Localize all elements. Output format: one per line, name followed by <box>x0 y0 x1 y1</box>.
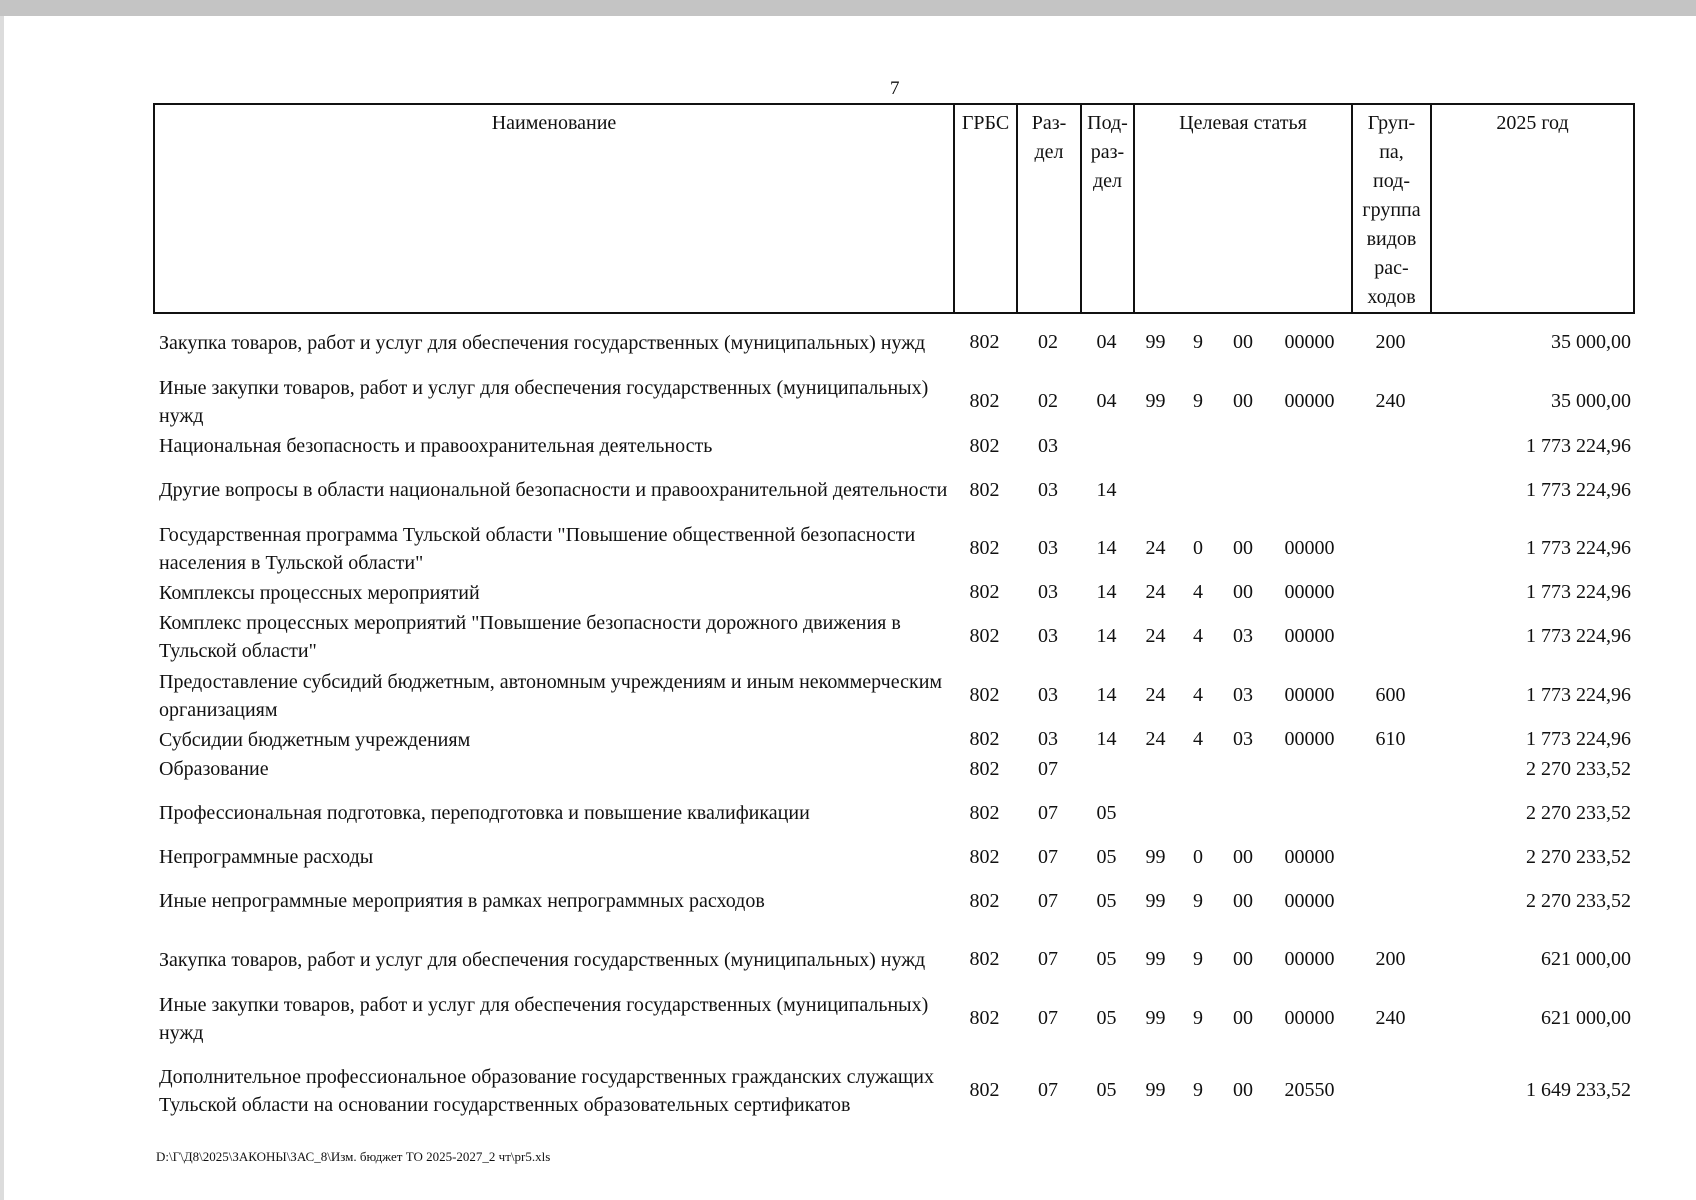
cell-cs3: 00 <box>1233 331 1253 353</box>
cell-name: Иные непрограммные мероприятия в рамках непрограммных расходов <box>159 890 765 912</box>
table-row <box>153 431 1633 461</box>
table-row <box>153 872 1633 930</box>
cell-amount: 2 270 233,52 <box>1526 845 1631 868</box>
cell-cs3 <box>1218 784 1268 842</box>
cell-name: Комплексы процессных мероприятий <box>159 581 480 604</box>
cell-amount: 2 270 233,52 <box>1526 889 1631 912</box>
cell-cs1: 24 <box>1145 625 1166 647</box>
cell-cs1 <box>1133 754 1178 784</box>
cell-grbs: 802 <box>969 390 1000 412</box>
table-row <box>153 607 1633 666</box>
cell-cs4 <box>1268 461 1351 519</box>
cell-prz: 04 <box>1096 331 1117 353</box>
cell-name: Субсидии бюджетным учреждениям <box>159 728 471 751</box>
cell-cs2: 4 <box>1193 625 1203 647</box>
cell-prz: 04 <box>1096 390 1117 412</box>
cell-cs2: 9 <box>1193 1079 1203 1101</box>
cell-cs3: 00 <box>1233 1007 1253 1029</box>
cell-name: Дополнительное профессиональное образование государственных гражданских служащих Тульской области на основании государственных образовательных сертификатов <box>159 1065 934 1116</box>
cell-grbs: 802 <box>969 331 1000 353</box>
scan-left-shade <box>0 16 4 1200</box>
cell-grbs: 802 <box>969 948 1000 970</box>
cell-vr <box>1351 578 1430 607</box>
cell-cs4: 20550 <box>1284 1079 1335 1101</box>
cell-rz: 07 <box>1038 801 1058 824</box>
cell-cs4 <box>1268 431 1351 461</box>
cell-name: Непрограммные расходы <box>159 846 374 868</box>
cell-rz: 03 <box>1038 478 1058 501</box>
cell-rz: 03 <box>1038 684 1058 706</box>
cell-rz: 07 <box>1038 1079 1058 1101</box>
cell-name: Закупка товаров, работ и услуг для обеспечения государственных (муниципальных) нужд <box>159 331 926 354</box>
cell-vr: 240 <box>1375 390 1406 412</box>
cell-prz: 14 <box>1096 684 1117 706</box>
cell-cs3 <box>1218 461 1268 519</box>
cell-amount: 2 270 233,52 <box>1526 757 1631 780</box>
cell-prz: 14 <box>1096 537 1117 559</box>
cell-cs4: 00000 <box>1284 728 1335 750</box>
file-path-footer: D:\Г\Д8\2025\ЗАКОНЫ\ЗАС_8\Изм. бюджет ТО 2025-2027_2 чт\pr5.xls <box>156 1149 551 1164</box>
cell-rz: 03 <box>1038 537 1058 559</box>
cell-rz: 03 <box>1038 434 1058 457</box>
cell-cs2: 9 <box>1193 331 1203 353</box>
table-row <box>153 666 1633 725</box>
cell-grbs: 802 <box>969 684 1000 706</box>
cell-vr: 600 <box>1375 684 1406 706</box>
cell-cs3: 00 <box>1233 581 1253 603</box>
cell-amount: 35 000,00 <box>1551 331 1631 353</box>
cell-vr <box>1351 431 1430 461</box>
cell-name: Комплекс процессных мероприятий "Повышение безопасности дорожного движения в Тульской области" <box>159 611 901 662</box>
cell-amount: 1 773 224,96 <box>1526 581 1631 603</box>
header-target: Целевая статья <box>1134 104 1352 313</box>
cell-vr: 240 <box>1375 1007 1406 1029</box>
cell-grbs: 802 <box>969 537 1000 559</box>
cell-name: Иные закупки товаров, работ и услуг для обеспечения государственных (муниципальных) нужд <box>159 993 929 1044</box>
cell-grbs: 802 <box>969 757 1000 780</box>
cell-cs2: 4 <box>1193 581 1203 603</box>
cell-name: Образование <box>159 758 269 780</box>
cell-cs3: 00 <box>1233 889 1253 912</box>
cell-amount: 35 000,00 <box>1551 390 1631 412</box>
cell-cs1 <box>1133 461 1178 519</box>
cell-cs4: 00000 <box>1284 537 1335 559</box>
cell-grbs: 802 <box>969 1079 1000 1101</box>
cell-name: Другие вопросы в области национальной безопасности и правоохранительной деятельности <box>159 479 948 501</box>
table-row <box>153 461 1633 519</box>
cell-cs2: 4 <box>1193 684 1203 706</box>
table-row <box>153 313 1633 372</box>
cell-grbs: 802 <box>969 728 1000 750</box>
cell-cs1: 99 <box>1145 948 1166 970</box>
cell-amount: 1 773 224,96 <box>1526 478 1631 501</box>
cell-cs2 <box>1178 431 1218 461</box>
header-year: 2025 год <box>1431 104 1634 313</box>
cell-cs4: 00000 <box>1284 390 1335 412</box>
cell-cs3 <box>1218 431 1268 461</box>
cell-cs1 <box>1133 784 1178 842</box>
cell-vr <box>1351 872 1430 930</box>
cell-cs3: 00 <box>1233 845 1253 868</box>
cell-cs2: 0 <box>1193 845 1203 868</box>
cell-cs3: 00 <box>1233 948 1253 970</box>
cell-cs1: 99 <box>1145 889 1166 912</box>
cell-amount: 1 773 224,96 <box>1526 537 1631 559</box>
cell-vr <box>1351 461 1430 519</box>
header-name: Наименование <box>154 104 954 313</box>
cell-rz: 03 <box>1038 625 1058 647</box>
cell-cs2: 9 <box>1193 889 1203 912</box>
cell-grbs: 802 <box>969 801 1000 824</box>
cell-amount: 1 773 224,96 <box>1526 625 1631 647</box>
cell-cs3 <box>1218 754 1268 784</box>
cell-amount: 621 000,00 <box>1541 948 1631 970</box>
cell-prz: 05 <box>1096 1007 1117 1029</box>
cell-cs1: 99 <box>1145 390 1166 412</box>
cell-cs3: 03 <box>1233 728 1253 750</box>
cell-cs1 <box>1133 431 1178 461</box>
cell-cs2 <box>1178 461 1218 519</box>
cell-vr <box>1351 519 1430 578</box>
cell-cs4: 00000 <box>1284 581 1335 603</box>
cell-cs3: 00 <box>1233 537 1253 559</box>
cell-cs4: 00000 <box>1284 889 1335 912</box>
cell-amount: 621 000,00 <box>1541 1007 1631 1029</box>
cell-vr: 200 <box>1375 331 1406 353</box>
table-header <box>153 103 1635 314</box>
cell-grbs: 802 <box>969 1007 1000 1029</box>
header-razdel: Раз- дел <box>1017 104 1081 313</box>
scan-top-border <box>0 0 1696 16</box>
cell-cs4: 00000 <box>1284 684 1335 706</box>
cell-name: Предоставление субсидий бюджетным, автономным учреждениям и иным некоммерческим организациям <box>159 670 943 721</box>
cell-cs4: 00000 <box>1284 1007 1335 1029</box>
cell-grbs: 802 <box>969 845 1000 868</box>
cell-cs1: 99 <box>1145 331 1166 353</box>
header-group: Груп- па, под- группа видов рас- ходов <box>1352 104 1431 313</box>
cell-vr <box>1351 784 1430 842</box>
table-row <box>153 784 1633 842</box>
cell-vr: 610 <box>1375 728 1406 750</box>
cell-cs1: 24 <box>1145 684 1166 706</box>
cell-cs4: 00000 <box>1284 845 1335 868</box>
cell-prz <box>1080 754 1133 784</box>
cell-cs2 <box>1178 754 1218 784</box>
cell-prz: 14 <box>1096 728 1117 750</box>
table-row <box>153 930 1633 989</box>
cell-name: Закупка товаров, работ и услуг для обеспечения государственных (муниципальных) нужд <box>159 948 926 971</box>
cell-amount: 2 270 233,52 <box>1526 801 1631 824</box>
cell-prz: 14 <box>1096 625 1117 647</box>
cell-prz: 05 <box>1096 889 1117 912</box>
table-row <box>153 725 1633 754</box>
cell-cs4: 00000 <box>1284 948 1335 970</box>
table-row <box>153 989 1633 1048</box>
cell-name: Иные закупки товаров, работ и услуг для обеспечения государственных (муниципальных) нужд <box>159 376 929 427</box>
cell-rz: 03 <box>1038 581 1058 603</box>
cell-amount: 1 773 224,96 <box>1526 434 1631 457</box>
cell-cs2 <box>1178 784 1218 842</box>
budget-table-body <box>153 313 1633 1133</box>
cell-name: Национальная безопасность и правоохранительная деятельность <box>159 435 713 457</box>
cell-rz: 07 <box>1038 1007 1058 1029</box>
cell-cs2: 4 <box>1193 728 1203 750</box>
table-row <box>153 754 1633 784</box>
cell-name: Государственная программа Тульской области "Повышение общественной безопасности населения в Тульской области" <box>159 523 916 574</box>
cell-vr: 200 <box>1375 948 1406 970</box>
cell-grbs: 802 <box>969 478 1000 501</box>
cell-vr <box>1351 754 1430 784</box>
cell-rz: 07 <box>1038 948 1058 970</box>
cell-prz: 14 <box>1096 478 1117 501</box>
cell-cs1: 99 <box>1145 845 1166 868</box>
cell-amount: 1 773 224,96 <box>1526 684 1631 706</box>
cell-cs1: 24 <box>1145 728 1166 750</box>
cell-cs3: 00 <box>1233 390 1253 412</box>
cell-cs2: 9 <box>1193 390 1203 412</box>
table-row <box>153 372 1633 431</box>
cell-prz: 05 <box>1096 948 1117 970</box>
cell-name: Профессиональная подготовка, переподготовка и повышение квалификации <box>159 802 810 824</box>
cell-cs2: 9 <box>1193 1007 1203 1029</box>
cell-vr <box>1351 842 1430 872</box>
cell-cs1: 99 <box>1145 1079 1166 1101</box>
table-row <box>153 842 1633 872</box>
table-row <box>153 578 1633 607</box>
cell-cs4: 00000 <box>1284 331 1335 353</box>
cell-cs2: 0 <box>1193 537 1203 559</box>
cell-vr <box>1351 607 1430 666</box>
cell-cs1: 24 <box>1145 581 1166 603</box>
header-grbs: ГРБС <box>954 104 1017 313</box>
cell-cs4: 00000 <box>1284 625 1335 647</box>
page-number: 7 <box>890 78 900 99</box>
cell-rz: 07 <box>1038 757 1058 780</box>
cell-prz <box>1080 431 1133 461</box>
header-podrazdel: Под- раз- дел <box>1081 104 1134 313</box>
cell-prz: 05 <box>1096 801 1117 824</box>
cell-grbs: 802 <box>969 625 1000 647</box>
cell-rz: 02 <box>1038 331 1058 353</box>
cell-vr <box>1351 1048 1430 1133</box>
cell-rz: 03 <box>1038 728 1058 750</box>
cell-prz: 14 <box>1096 581 1117 603</box>
cell-cs3: 03 <box>1233 684 1253 706</box>
table-row <box>153 519 1633 578</box>
cell-rz: 07 <box>1038 889 1058 912</box>
cell-rz: 07 <box>1038 845 1058 868</box>
cell-cs3: 03 <box>1233 625 1253 647</box>
cell-amount: 1 773 224,96 <box>1526 728 1631 750</box>
cell-cs3: 00 <box>1233 1079 1253 1101</box>
cell-cs1: 24 <box>1145 537 1166 559</box>
cell-grbs: 802 <box>969 434 1000 457</box>
cell-cs1: 99 <box>1145 1007 1166 1029</box>
cell-grbs: 802 <box>969 889 1000 912</box>
cell-cs2: 9 <box>1193 948 1203 970</box>
cell-rz: 02 <box>1038 390 1058 412</box>
cell-cs4 <box>1268 784 1351 842</box>
cell-prz: 05 <box>1096 1079 1117 1101</box>
cell-amount: 1 649 233,52 <box>1526 1079 1631 1101</box>
cell-cs4 <box>1268 754 1351 784</box>
table-row <box>153 1048 1633 1133</box>
cell-grbs: 802 <box>969 581 1000 603</box>
cell-prz: 05 <box>1096 845 1117 868</box>
